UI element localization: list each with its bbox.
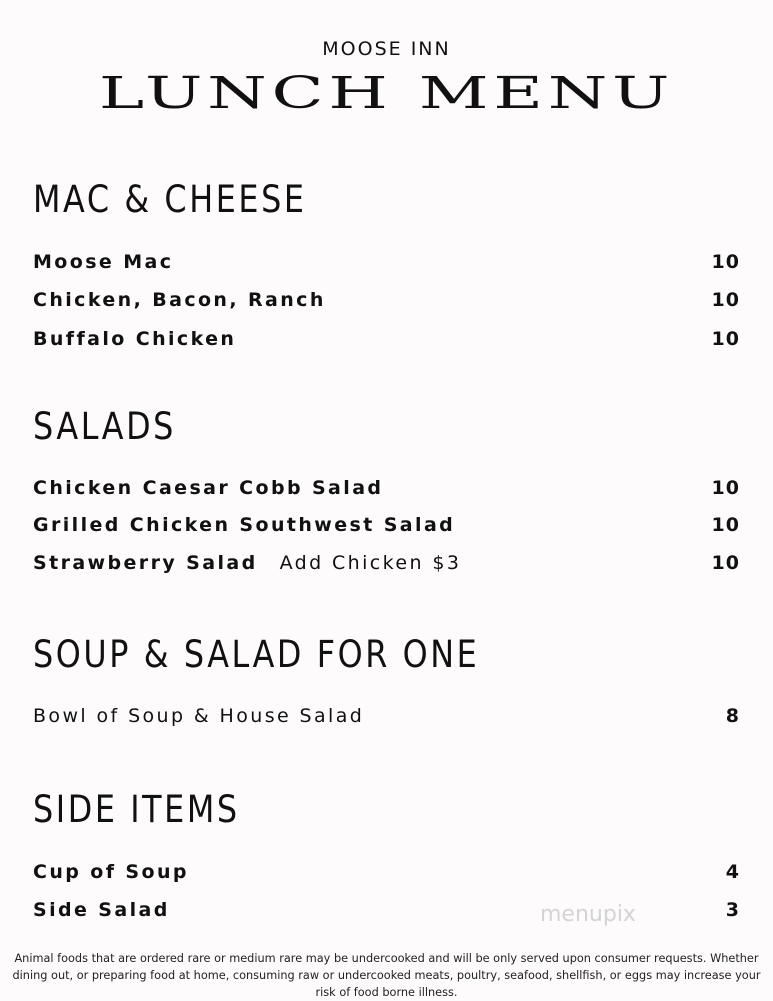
restaurant-name: MOOSE INN — [322, 38, 451, 60]
item-price: 10 — [711, 477, 740, 499]
section-title-salads: SALADS — [33, 405, 176, 448]
item-price: 3 — [725, 899, 740, 921]
section-title-soup-salad: SOUP & SALAD FOR ONE — [33, 633, 480, 676]
menu-item — [33, 289, 740, 311]
item-name: Chicken Caesar Cobb Salad — [33, 477, 384, 499]
item-name: Buffalo Chicken — [33, 328, 237, 350]
menu-item — [33, 552, 740, 574]
menu-item — [33, 477, 740, 499]
watermark-logo: menupix — [540, 902, 636, 927]
item-name: Grilled Chicken Southwest Salad — [33, 514, 456, 536]
item-name: Bowl of Soup & House Salad — [33, 705, 365, 727]
menu-item — [33, 328, 740, 350]
item-price: 4 — [725, 861, 740, 883]
food-safety-disclaimer: Animal foods that are ordered rare or medium rare may be undercooked and will be only served upon consumer requests. Whether dining out, or preparing food at home, consuming raw or undercooked meats, poultry, seafood, shellfish, or eggs may increase your risk of food borne illness. — [12, 952, 761, 999]
item-price: 10 — [711, 328, 740, 350]
menu-title: LUNCH MENU — [98, 68, 675, 119]
item-name: Strawberry Salad — [33, 552, 258, 574]
item-name: Side Salad — [33, 899, 170, 921]
item-price: 10 — [711, 289, 740, 311]
item-price: 10 — [711, 514, 740, 536]
item-name: Moose Mac — [33, 251, 174, 273]
menu-item — [33, 705, 740, 727]
menu-item — [33, 251, 740, 273]
item-price: 10 — [711, 552, 740, 574]
item-price: 10 — [711, 251, 740, 273]
section-title-mac-cheese: MAC & CHEESE — [33, 178, 307, 221]
menu-item — [33, 861, 740, 883]
item-name: Cup of Soup — [33, 861, 189, 883]
section-title-side-items: SIDE ITEMS — [33, 788, 240, 831]
item-note: Add Chicken $3 — [279, 552, 462, 574]
item-price: 8 — [725, 705, 740, 727]
item-name: Chicken, Bacon, Ranch — [33, 289, 326, 311]
menu-item — [33, 514, 740, 536]
